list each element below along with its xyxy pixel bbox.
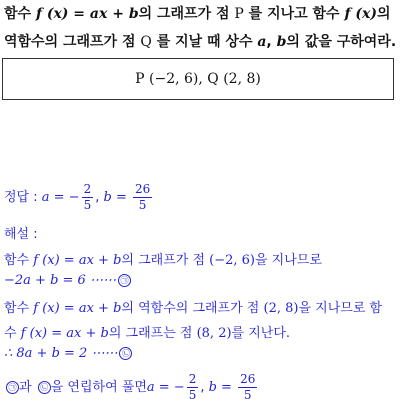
fraction-numerator: 2 [188, 372, 197, 386]
problem-text: 의 값을 구하여라. [286, 34, 397, 50]
explanation-line-3 [4, 297, 398, 316]
comma: , [266, 34, 277, 50]
circled-marker-2: ㉡ [119, 347, 132, 360]
problem-statement [4, 0, 398, 56]
function-expression: f (x) = ax + b [33, 301, 122, 316]
answer-b-fraction [133, 182, 152, 213]
problem-text: 역함수의 그래프가 점 [4, 34, 141, 50]
result-a-equation: a = − [146, 380, 185, 395]
explanation-text: 과 [19, 380, 36, 395]
problem-line-2 [4, 28, 398, 56]
circled-marker-1: ㉠ [6, 381, 19, 394]
constant-b: b [276, 34, 287, 50]
problem-text: 의 [376, 6, 391, 22]
result-a-fraction [187, 372, 199, 403]
circled-marker-1: ㉠ [118, 274, 131, 287]
result-b-fraction [238, 372, 257, 403]
constant-a: a [257, 34, 267, 50]
equation-2: ∴ 8a + b = 2 ⋯⋯ [4, 346, 118, 361]
comma: , [95, 190, 104, 205]
fraction-denominator: 5 [138, 198, 147, 212]
point-p-label: P [234, 6, 244, 22]
problem-text: 의 그래프가 점 [138, 6, 235, 22]
circled-marker-2: ㉡ [38, 381, 51, 394]
fraction-numerator: 26 [240, 372, 256, 386]
given-points-box [2, 58, 394, 100]
explanation-text: 수 [4, 326, 21, 341]
answer-a-equation: a = − [41, 190, 80, 205]
explanation-text: 를 지난다. [231, 326, 291, 341]
explanation-text: 함수 [4, 253, 34, 268]
function-fx: f (x) [35, 6, 69, 22]
point-q-label: Q [140, 34, 152, 50]
explanation-text: 함수 [4, 301, 34, 316]
fraction-numerator: 26 [134, 182, 151, 196]
explanation-line-2 [4, 273, 398, 288]
problem-text: 를 지나고 함수 [243, 6, 345, 22]
point-coordinates: (8, 2) [196, 326, 232, 341]
fraction-denominator: 5 [188, 388, 197, 402]
function-expression: f (x) = ax + b [33, 253, 122, 268]
fraction-numerator: 2 [83, 182, 92, 196]
problem-text: 를 지날 때 상수 [151, 34, 258, 50]
function-expression: f (x) = ax + b [20, 326, 109, 341]
answer-line [4, 182, 398, 213]
explanation-text: 의 그래프가 점 [121, 253, 210, 268]
explanation-text: 을 지나므로 함 [298, 301, 383, 316]
explanation-line-5 [4, 346, 398, 361]
explanation-label: 해설 : [4, 227, 38, 242]
point-coordinates: (2, 8) [263, 301, 299, 316]
answer-a-fraction [82, 182, 94, 213]
point-coordinates: (−2, 6) [209, 253, 255, 268]
explanation-text: 을 연립하여 풀면 [50, 380, 147, 395]
answer-label: 정답 : [4, 190, 42, 205]
fraction-denominator: 5 [83, 198, 92, 212]
explanation-text: 을 지나므로 [254, 253, 322, 268]
given-points-text: P (−2, 6), Q (2, 8) [135, 71, 261, 87]
problem-text: 함수 [4, 6, 36, 22]
equals: = [68, 6, 90, 22]
function-fx: f (x) [344, 6, 377, 22]
fraction-denominator: 5 [243, 388, 252, 402]
explanation-text: 의 역함수의 그래프가 점 [121, 301, 264, 316]
explanation-line-1 [4, 249, 398, 268]
explanation-text: 의 그래프는 점 [108, 326, 197, 341]
linear-expression: ax + b [89, 6, 139, 22]
result-b-equation: b = [208, 380, 237, 395]
explanation-line-4 [4, 322, 398, 341]
answer-b-equation: b = [103, 190, 131, 205]
equation-1: −2a + b = 6 ⋯⋯ [4, 273, 116, 288]
explanation-line-6 [4, 372, 398, 403]
problem-line-1 [4, 0, 398, 28]
comma: , [200, 380, 209, 395]
